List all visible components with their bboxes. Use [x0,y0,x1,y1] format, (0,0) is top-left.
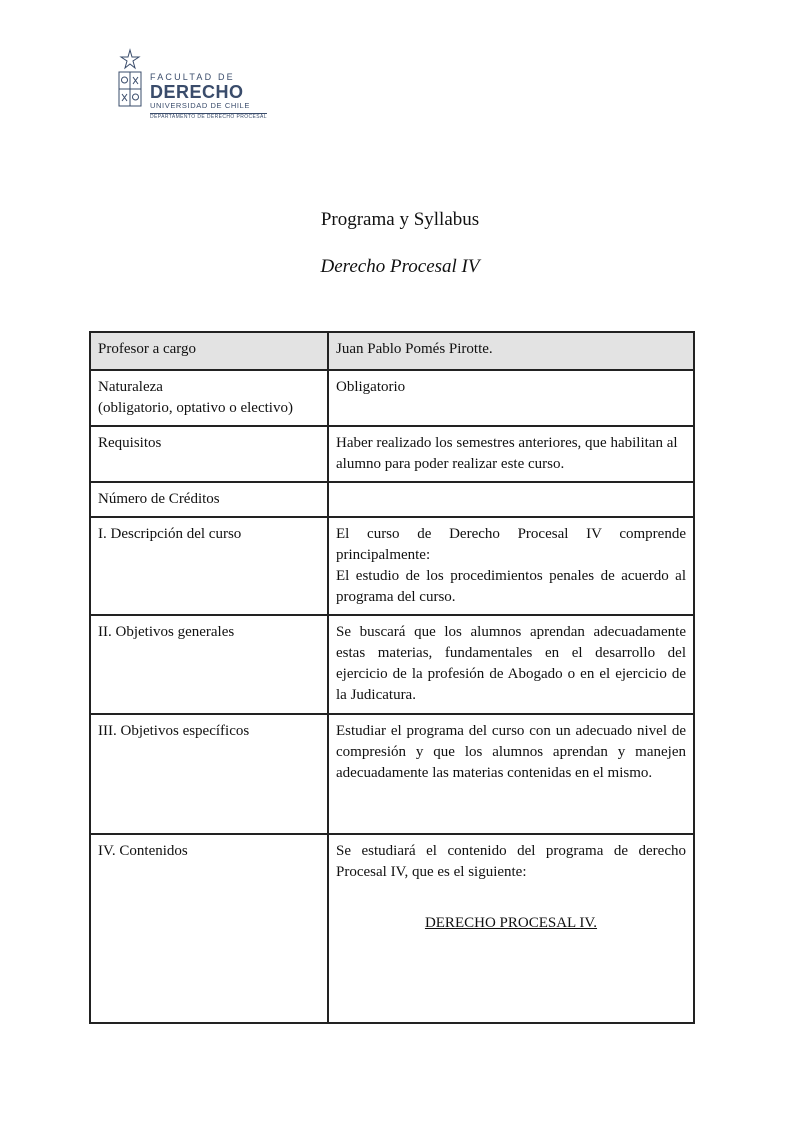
table-row-credits [90,482,694,517]
table-row-nature [90,370,694,426]
credits-value [328,482,694,517]
contents-text: Se estudiará el contenido del programa de derecho Procesal IV, que es el siguiente: [336,843,686,880]
nature-value: Obligatorio [328,370,694,426]
table-row-description [90,517,694,615]
table-row-contents [90,834,694,1023]
table-row-general-objectives [90,615,694,714]
specific-objectives-label: III. Objetivos específicos [90,714,328,834]
nature-label-cell [90,370,328,426]
table-row-specific-objectives [90,714,694,834]
logo-line-derecho: DERECHO [150,82,244,102]
requirements-label: Requisitos [90,426,328,482]
table-row-professor [90,332,694,370]
professor-label: Profesor a cargo [90,332,328,370]
description-text-2: El estudio de los procedimientos penales de acuerdo al programa del curso. [336,568,686,605]
logo-line-department: DEPARTAMENTO DE DERECHO PROCESAL [150,113,267,120]
requirements-value: Haber realizado los semestres anteriores, que habilitan al alumno para poder realizar este curso. [328,426,694,482]
specific-objectives-value: Estudiar el programa del curso con un adecuado nivel de compresión y que los alumnos aprendan y manejen adecuadamente las materias contenidas en el mismo. [328,714,694,834]
table-row-requirements [90,426,694,482]
syllabus-table [89,331,695,1024]
description-text-1: El curso de Derecho Procesal IV comprende principalmente: [336,526,686,563]
general-objectives-label: II. Objetivos generales [90,615,328,714]
credits-label: Número de Créditos [90,482,328,517]
professor-value: Juan Pablo Pomés Pirotte. [328,332,694,370]
logo-wordmark [150,73,267,120]
university-crest-icon [112,48,148,118]
page-title: Programa y Syllabus [320,209,480,230]
nature-sublabel: (obligatorio, optativo o electivo) [98,400,293,416]
contents-label: IV. Contenidos [90,834,328,1023]
page-subtitle: Derecho Procesal IV [320,256,480,277]
logo-line-university: UNIVERSIDAD DE CHILE [150,101,250,110]
contents-heading: DERECHO PROCESAL IV. [424,915,598,931]
contents-cell [328,834,694,1023]
description-cell [328,517,694,615]
description-label: I. Descripción del curso [90,517,328,615]
general-objectives-value: Se buscará que los alumnos aprendan adecuadamente estas materias, fundamentales en el desarrollo del ejercicio de la profesión de Abogado o en el ejercicio de la Judicatura. [328,615,694,714]
logo-line-faculty: FACULTAD DE [150,72,235,82]
nature-label: Naturaleza [98,379,163,395]
